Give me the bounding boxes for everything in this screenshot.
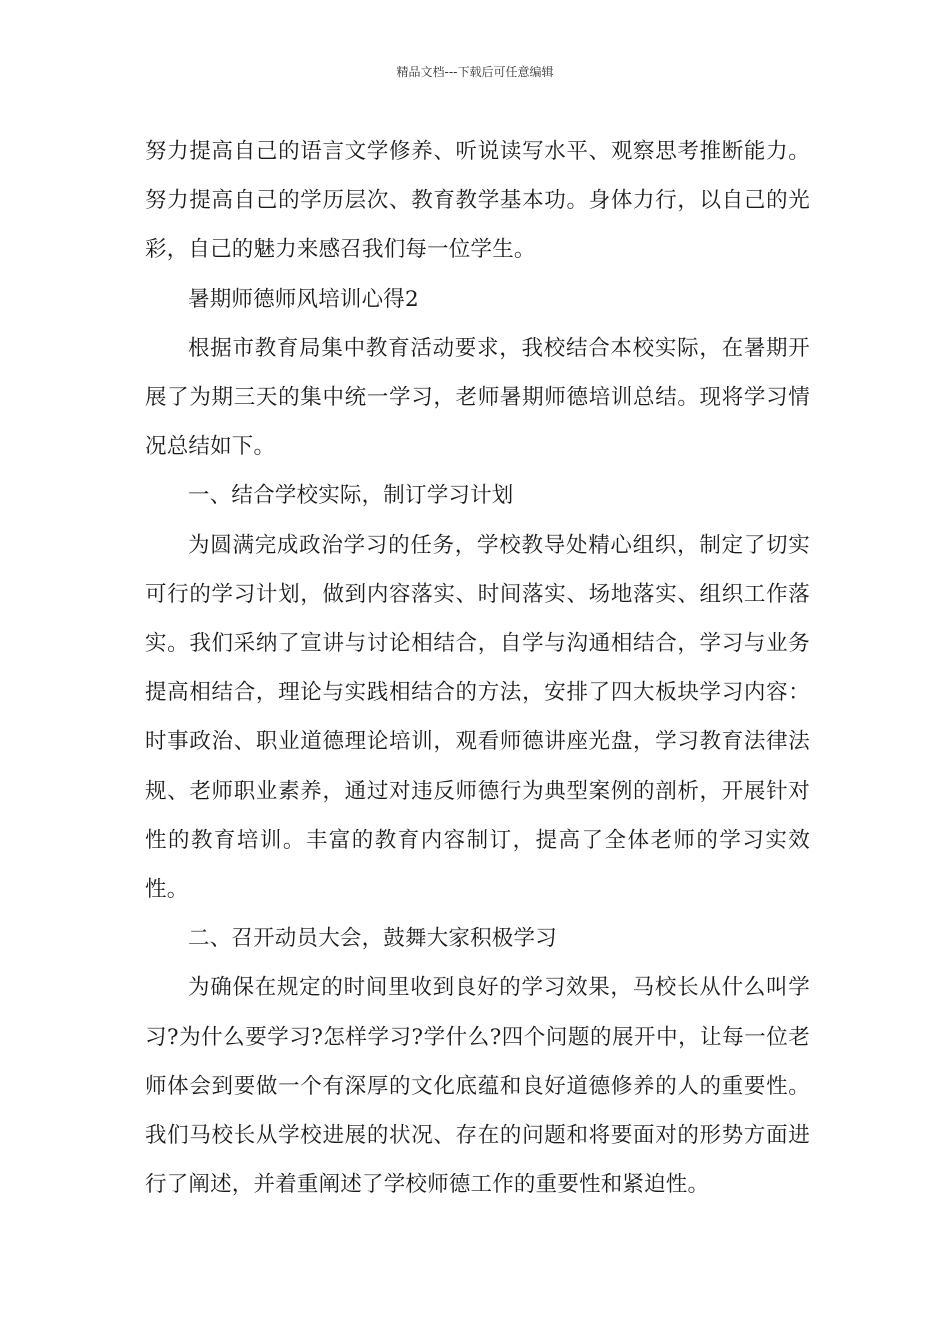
page-header: 精品文档---下载后可任意编辑 (396, 65, 554, 79)
paragraph-continuation: 努力提高自己的语言文学修养、听说读写水平、观察思考推断能力。努力提高自己的学历层次、教育教学基本功。身体力行，以自己的光彩，自己的魅力来感召我们每一位学生。 (145, 139, 810, 263)
section-heading-2: 二、召开动员大会，鼓舞大家积极学习 (188, 926, 557, 952)
paragraph-plan: 为圆满完成政治学习的任务，学校教导处精心组织，制定了切实可行的学习计划，做到内容落实、时间落实、场地落实、组织工作落实。我们采纳了宣讲与讨论相结合，自学与沟通相结合，学习与业务提高相结合，理论与实践相结合的方法，安排了四大板块学习内容：时事政治、职业道德理论培训，观看师德讲座光盘，学习教育法律法规、老师职业素养，通过对违反师德行为典型案例的剖析，开展针对性的教育培训。丰富的教育内容制订，提高了全体老师的学习实效性。 (145, 532, 810, 903)
paragraph-meeting: 为确保在规定的时间里收到良好的学习效果，马校长从什么叫学习?为什么要学习?怎样学习?学什么?四个问题的展开中，让每一位老师体会到要做一个有深厚的文化底蕴和良好道德修养的人的重要性。我们马校长从学校进展的状况、存在的问题和将要面对的形势方面进行了阐述，并着重阐述了学校师德工作的重要性和紧迫性。 (145, 975, 810, 1198)
section-heading-1: 一、结合学校实际，制订学习计划 (188, 483, 514, 509)
paragraph-intro: 根据市教育局集中教育活动要求，我校结合本校实际，在暑期开展了为期三天的集中统一学习，老师暑期师德培训总结。现将学习情况总结如下。 (145, 335, 810, 460)
section-title: 暑期师德师风培训心得2 (188, 286, 419, 312)
document-body (145, 127, 810, 1209)
